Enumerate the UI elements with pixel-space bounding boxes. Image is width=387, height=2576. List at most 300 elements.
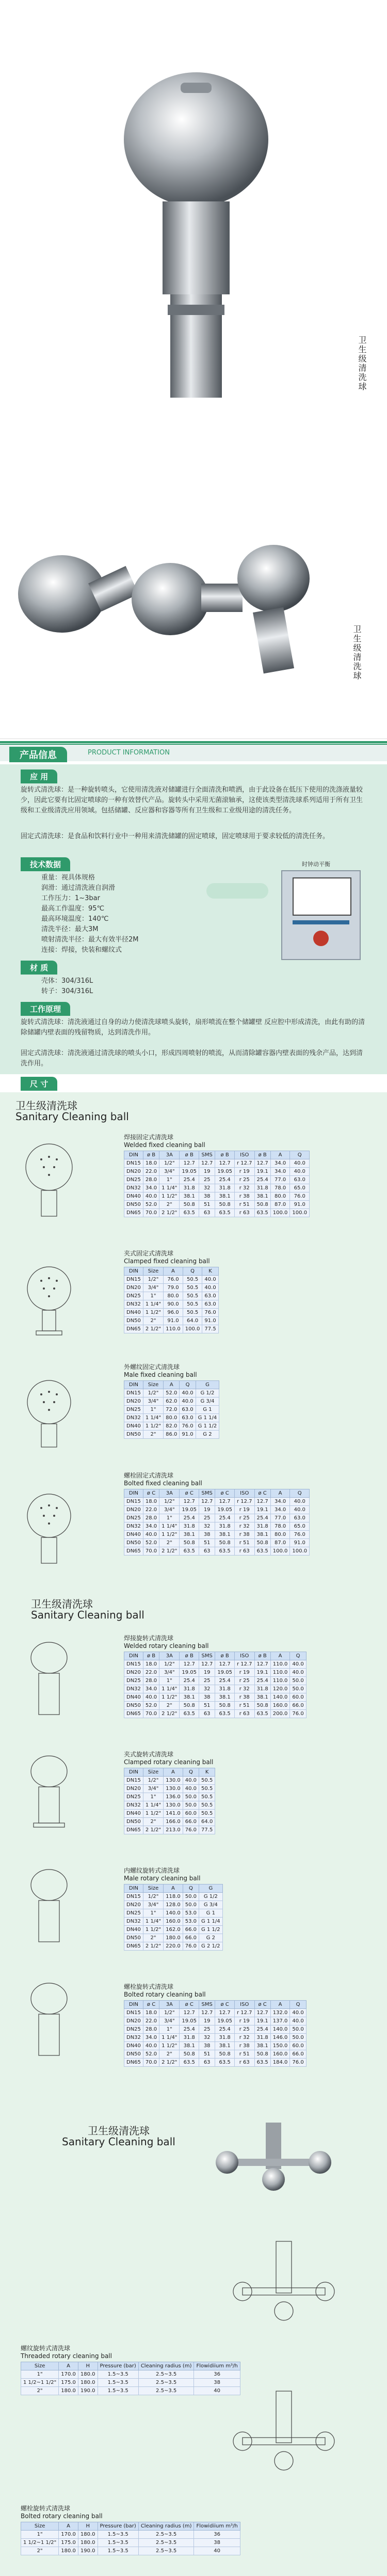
spray-balls-group-icon: [15, 511, 335, 682]
table-cell: DN15: [124, 2009, 143, 2017]
table-cell: 22.0: [143, 1669, 159, 1677]
table-cell: 77.0: [270, 1514, 290, 1522]
table-header-cell: ISO: [234, 1489, 254, 1498]
table-cell: 38: [194, 2379, 240, 2387]
table-cell: 91.0: [290, 1201, 310, 1209]
table-cell: DN40: [124, 1422, 143, 1431]
table-title-cn: 焊接固定式清洗球: [124, 1134, 174, 1141]
table-cell: 40.0: [180, 1389, 196, 1397]
table-row: [124, 1284, 219, 1292]
table-cell: 31.8: [180, 1685, 199, 1693]
clamped-fixed-table: [124, 1250, 219, 1333]
table-row: [124, 2009, 307, 2017]
table-row: [124, 1934, 223, 1942]
table-cell: 1/2": [159, 2009, 180, 2017]
table-cell: 2 1/2": [159, 2059, 180, 2067]
table-cell: 25.4: [180, 1677, 199, 1685]
table-row: [124, 1685, 307, 1693]
table-header-cell: ø B: [180, 1652, 199, 1660]
table-cell: 63.5: [215, 1710, 235, 1718]
table-cell: 31.8: [180, 1522, 199, 1531]
panel-screen: [293, 877, 351, 916]
table-cell: 1": [159, 1176, 180, 1184]
table-cell: DN15: [124, 1276, 143, 1284]
table-cell: 184.0: [270, 2059, 290, 2067]
table-cell: 50.8: [215, 1702, 235, 1710]
table-cell: 2.5~3.5: [138, 2387, 194, 2395]
table-cell: 190.0: [78, 2387, 98, 2395]
table-cell: 40: [194, 2387, 240, 2395]
table-cell: 63.0: [202, 1300, 218, 1309]
male-rotary-table: [124, 1867, 223, 1951]
table-cell: r 32: [234, 1522, 254, 1531]
table-title-en: Bolted rotary cleaning ball: [21, 2512, 103, 2520]
table-cell: DN50: [124, 1934, 143, 1942]
table-cell: DN40: [124, 1810, 143, 1818]
table-cell: 162.0: [164, 1926, 183, 1934]
table-header-cell: 3A: [159, 1489, 180, 1498]
table-cell: 137.0: [270, 2017, 290, 2025]
tech-item: 最高工作温度：95℃: [41, 905, 105, 913]
table-cell: 40.0: [143, 1531, 159, 1539]
table-cell: 40.0: [290, 1168, 310, 1176]
table-cell: DN40: [124, 1926, 143, 1934]
table-row: [124, 1942, 223, 1951]
table-header-cell: Size: [21, 2522, 59, 2531]
table-cell: 2": [159, 2050, 180, 2059]
table-cell: DN40: [124, 2042, 143, 2050]
table-cell: 80.0: [270, 1531, 290, 1539]
table-title-cn: 螺栓旋转式清洗球: [124, 1983, 174, 1990]
table-cell: DN20: [124, 1168, 143, 1176]
table-header-cell: A: [164, 1768, 183, 1777]
table-cell: 25.4: [215, 2025, 235, 2034]
table-cell: G 2: [199, 1934, 223, 1942]
table-cell: 1 1/4": [143, 1801, 163, 1810]
table-cell: 1": [143, 1292, 163, 1300]
table-row: [124, 1414, 219, 1422]
tech-item: 连接：焊接，快装和螺纹式: [41, 946, 122, 954]
table-cell: 1 1/4": [159, 1685, 180, 1693]
rotary-heading-en: Sanitary Cleaning ball: [31, 1609, 144, 1621]
rotary-heading-cn: 卫生级清洗球: [31, 1598, 93, 1610]
table-cell: r 51: [234, 1539, 254, 1547]
table-cell: r 51: [234, 1201, 254, 1209]
table-cell: 50.5: [183, 1284, 202, 1292]
table-row: [124, 1498, 310, 1506]
table-cell: 38.1: [215, 2042, 235, 2050]
table-cell: DN25: [124, 1292, 143, 1300]
spec-table: [124, 1652, 307, 1718]
table-header-cell: ø C: [143, 2001, 159, 2009]
bolted-fixed-drawing-icon: [21, 1487, 77, 1575]
table-cell: DN40: [124, 1309, 143, 1317]
table-cell: 1 1/2": [143, 1810, 163, 1818]
table-cell: 60.0: [290, 1693, 306, 1702]
table-cell: 19: [199, 2017, 215, 2025]
table-cell: 22.0: [143, 2017, 159, 2025]
table-row: [124, 2034, 307, 2042]
table-header-cell: SMS: [199, 1151, 215, 1159]
spec-table: [124, 1489, 310, 1556]
table-cell: DN25: [124, 1406, 143, 1414]
table-cell: r 25: [234, 1514, 254, 1522]
table-cell: 1/2": [143, 1389, 163, 1397]
table-cell: 25: [199, 1677, 215, 1685]
table-row: [124, 1397, 219, 1406]
table-cell: r 63: [234, 1209, 254, 1217]
table-cell: G 3/4: [196, 1397, 219, 1406]
table-cell: DN20: [124, 2017, 143, 2025]
table-cell: 140.0: [270, 1693, 290, 1702]
table-row: [124, 1514, 310, 1522]
table-cell: 63.5: [180, 2059, 199, 2067]
table-cell: 1.5~3.5: [98, 2547, 138, 2555]
table-cell: 31.8: [215, 1184, 235, 1192]
table-row: [124, 1168, 310, 1176]
table-cell: 25.4: [215, 1176, 235, 1184]
table-cell: 3/4": [143, 1785, 163, 1793]
table-cell: 52.0: [143, 1201, 159, 1209]
principle-para-1: 旋转式清洗球：清洗液通过自身的动力使清洗球喷头旋转，扇形喷流在整个储罐壁 反应腔中形成清洗，由此有助的清除储罐内壁表面的残留物质，达到清洗作用。: [21, 1018, 365, 1036]
table-cell: 72.0: [164, 1406, 180, 1414]
table-cell: 40.0: [290, 1506, 310, 1514]
panel-knob: [313, 931, 329, 946]
table-cell: 60.0: [183, 1810, 199, 1818]
table-cell: 50.8: [180, 2050, 199, 2059]
table-cell: 38.1: [254, 1693, 270, 1702]
table-row: [21, 2387, 240, 2395]
table-cell: 175.0: [59, 2379, 78, 2387]
table-cell: 63.0: [290, 1514, 310, 1522]
table-cell: r 38: [234, 2042, 254, 2050]
table-cell: 19.1: [254, 1168, 270, 1176]
table-cell: 64.0: [183, 1317, 202, 1325]
table-header-cell: A: [59, 2362, 78, 2370]
table-cell: 50.5: [183, 1309, 202, 1317]
table-cell: 12.7: [199, 1498, 215, 1506]
bolted-rotary-table-2: [21, 2505, 240, 2555]
table-cell: 19.1: [254, 1506, 270, 1514]
table-cell: 38: [199, 1531, 215, 1539]
table-cell: 64.0: [199, 1818, 215, 1826]
table-cell: 18.0: [143, 1498, 159, 1506]
table-cell: 63.5: [254, 1209, 270, 1217]
table-cell: 25.4: [254, 1514, 270, 1522]
tech-item: 润滑：通过清洗液自润滑: [41, 884, 116, 892]
table-cell: 65.0: [290, 1522, 310, 1531]
table-cell: 52.0: [143, 1539, 159, 1547]
table-cell: 31.8: [215, 1685, 235, 1693]
table-cell: 1": [159, 1677, 180, 1685]
table-cell: G 1 1/2: [196, 1422, 219, 1431]
material-tag: 材 质: [21, 961, 57, 975]
table-cell: 190.0: [78, 2547, 98, 2555]
table-cell: 3/4": [159, 1168, 180, 1176]
multi-head-heading-en: Sanitary Cleaning ball: [62, 2135, 175, 2148]
table-cell: 2 1/2": [159, 1209, 180, 1217]
table-cell: 1": [159, 1514, 180, 1522]
table-cell: 38: [199, 1192, 215, 1201]
table-header-cell: Cleaning radius (m): [138, 2522, 194, 2531]
table-cell: r 63: [234, 2059, 254, 2067]
table-cell: 50.5: [199, 1785, 215, 1793]
table-cell: DN32: [124, 1801, 143, 1810]
table-cell: 40.0: [290, 1498, 310, 1506]
table-cell: 1.5~3.5: [98, 2370, 138, 2379]
table-header-cell: K: [199, 1768, 215, 1777]
table-cell: 2": [159, 1539, 180, 1547]
table-row: [124, 1710, 307, 1718]
bolted-fixed-table: [124, 1472, 310, 1556]
table-header-cell: ø B: [180, 1151, 199, 1159]
table-cell: 96.0: [164, 1309, 183, 1317]
table-cell: DN40: [124, 1192, 143, 1201]
table-cell: 63.5: [215, 1547, 235, 1556]
table-cell: 34.0: [270, 1168, 290, 1176]
table-row: [124, 1209, 310, 1217]
table-cell: 136.0: [164, 1793, 183, 1801]
table-header-cell: Q: [180, 1381, 196, 1389]
table-cell: 28.0: [143, 1176, 159, 1184]
table-cell: DN25: [124, 1176, 143, 1184]
table-cell: 1 1/2~1 1/2": [21, 2539, 59, 2547]
table-cell: DN25: [124, 1677, 143, 1685]
table-cell: DN32: [124, 1685, 143, 1693]
table-cell: 3/4": [159, 1669, 180, 1677]
table-header-cell: A: [164, 1884, 183, 1893]
table-cell: 76.0: [290, 1710, 306, 1718]
table-cell: 76.0: [290, 1192, 310, 1201]
table-header-cell: Flowidiium m³/h: [194, 2522, 240, 2531]
table-cell: 170.0: [59, 2531, 78, 2539]
table-cell: DN15: [124, 1498, 143, 1506]
spec-table: [21, 2522, 240, 2555]
table-cell: r 19: [234, 1669, 254, 1677]
table-cell: 40.0: [290, 2009, 306, 2017]
bolted-rotary-table: [124, 1983, 307, 2067]
table-header-cell: A: [270, 1652, 290, 1660]
table-row: [124, 1801, 215, 1810]
table-cell: 19: [199, 1669, 215, 1677]
table-cell: r 25: [234, 1677, 254, 1685]
table-row: [21, 2370, 240, 2379]
table-cell: 77.5: [199, 1826, 215, 1834]
table-cell: DN32: [124, 1414, 143, 1422]
table-cell: 78.0: [270, 1184, 290, 1192]
table-cell: 19.05: [215, 1168, 235, 1176]
table-cell: G 1: [196, 1406, 219, 1414]
table-cell: DN65: [124, 1325, 143, 1333]
table-title-cn: 焊接旋转式清洗球: [124, 1635, 174, 1642]
table-cell: 100.0: [270, 1547, 290, 1556]
table-cell: 1 1/4": [143, 1414, 163, 1422]
table-cell: 76.0: [164, 1276, 183, 1284]
male-fixed-drawing-icon: [21, 1374, 77, 1462]
table-cell: 2 1/2": [143, 1942, 163, 1951]
table-cell: 19.05: [215, 1506, 235, 1514]
welded-fixed-table: [124, 1134, 310, 1217]
table-cell: 70.0: [143, 2059, 159, 2067]
table-row: [21, 2547, 240, 2555]
table-cell: 87.0: [270, 1201, 290, 1209]
table-cell: 180.0: [59, 2387, 78, 2395]
table-title-cn: 夹式旋转式清洗球: [124, 1751, 174, 1758]
table-cell: 86.0: [164, 1431, 180, 1439]
material-item: 壳体：304/316L: [41, 977, 93, 985]
table-header-cell: K: [202, 1267, 218, 1276]
material-item: 转子：304/316L: [41, 987, 93, 995]
table-cell: 160.0: [270, 2050, 290, 2059]
table-row: [124, 2017, 307, 2025]
table-cell: 25: [199, 1176, 215, 1184]
table-cell: r 32: [234, 1685, 254, 1693]
table-cell: 76.0: [202, 1309, 218, 1317]
table-cell: 2.5~3.5: [138, 2370, 194, 2379]
table-row: [124, 2025, 307, 2034]
table-header-cell: Q: [183, 1768, 199, 1777]
table-cell: 32: [199, 1522, 215, 1531]
table-cell: DN50: [124, 1431, 143, 1439]
table-cell: 118.0: [164, 1893, 183, 1901]
table-cell: 53.0: [183, 1909, 199, 1918]
table-cell: 1/2": [143, 1893, 163, 1901]
table-cell: DN20: [124, 1506, 143, 1514]
table-cell: 91.0: [202, 1317, 218, 1325]
table-cell: DN25: [124, 1909, 143, 1918]
table-cell: 130.0: [164, 1801, 183, 1810]
application-para-2: 固定式清洗球：是食品和饮料行业中一种用来清洗储罐的固定喷球，固定喷球用于要求较低的清洗任务。: [21, 833, 330, 840]
table-row: [124, 2059, 307, 2067]
table-cell: 180.0: [78, 2379, 98, 2387]
table-cell: 160.0: [164, 1918, 183, 1926]
welded-rotary-table: [124, 1635, 307, 1718]
table-row: [124, 1317, 219, 1325]
table-cell: 19.05: [215, 1669, 235, 1677]
table-cell: 63.0: [290, 1176, 310, 1184]
table-row: [124, 1422, 219, 1431]
table-cell: 25: [199, 2025, 215, 2034]
table-cell: 70.0: [143, 1710, 159, 1718]
table-cell: 28.0: [143, 1514, 159, 1522]
table-cell: 50.8: [180, 1702, 199, 1710]
photo-1-caption: 卫生级清洗球: [357, 336, 367, 391]
spec-table: [21, 2362, 240, 2395]
table-header-cell: Q: [183, 1884, 199, 1893]
table-row: [21, 2531, 240, 2539]
table-cell: 63.5: [254, 2059, 270, 2067]
table-cell: 51: [199, 1702, 215, 1710]
table-title-en: Male rotary cleaning ball: [124, 1875, 201, 1882]
table-cell: r 12.7: [234, 2009, 254, 2017]
table-row: [124, 2042, 307, 2050]
table-cell: 38: [194, 2539, 240, 2547]
table-cell: r 12.7: [234, 1159, 254, 1168]
table-cell: DN65: [124, 1209, 143, 1217]
table-cell: 12.7: [254, 1498, 270, 1506]
table-cell: 38.1: [180, 2042, 199, 2050]
table-header-cell: A: [270, 1489, 290, 1498]
table-header-cell: ø B: [143, 1151, 159, 1159]
table-cell: 34.0: [143, 1685, 159, 1693]
table-cell: 110.0: [270, 1677, 290, 1685]
table-cell: 180.0: [78, 2370, 98, 2379]
table-cell: 12.7: [215, 2009, 235, 2017]
table-cell: r 19: [234, 1168, 254, 1176]
table-cell: 140.0: [164, 1909, 183, 1918]
table-cell: 19.05: [215, 2017, 235, 2025]
clamped-rotary-table: [124, 1751, 215, 1834]
table-cell: 50.5: [199, 1801, 215, 1810]
welded-fixed-drawing-icon: [21, 1136, 77, 1224]
table-cell: 50.0: [183, 1901, 199, 1909]
table-cell: 1.5~3.5: [98, 2379, 138, 2387]
table-title-cn: 内螺纹旋转式清洗球: [124, 1867, 180, 1874]
table-cell: 2 1/2": [143, 1826, 163, 1834]
table-header-cell: ø C: [143, 1489, 159, 1498]
table-cell: 180.0: [164, 1934, 183, 1942]
table-header-cell: DIN: [124, 1381, 143, 1389]
table-cell: 38.1: [180, 1531, 199, 1539]
table-cell: 50.0: [290, 2025, 306, 2034]
table-cell: 1.5~3.5: [98, 2531, 138, 2539]
table-cell: 130.0: [164, 1777, 183, 1785]
table-cell: 1 1/2": [159, 2042, 180, 2050]
table-cell: 2": [159, 1702, 180, 1710]
spec-table: [124, 1267, 219, 1333]
panel-buttons: [293, 920, 349, 924]
table-row: [124, 1926, 223, 1934]
table-cell: 12.7: [254, 1660, 270, 1669]
table-cell: 32: [199, 1685, 215, 1693]
product-info-bar: [0, 741, 387, 743]
table-cell: 19: [199, 1168, 215, 1176]
table-cell: 50.8: [215, 1201, 235, 1209]
table-cell: 200.0: [270, 1710, 290, 1718]
table-header-cell: ø C: [180, 1489, 199, 1498]
photo-2-caption: 卫生级清洗球: [352, 625, 362, 681]
table-cell: r 63: [234, 1710, 254, 1718]
table-cell: 50.5: [199, 1777, 215, 1785]
table-cell: DN32: [124, 1522, 143, 1531]
table-cell: DN20: [124, 1669, 143, 1677]
table-cell: 180.0: [78, 2539, 98, 2547]
table-cell: 60.0: [290, 2042, 306, 2050]
table-cell: 2.5~3.5: [138, 2531, 194, 2539]
table-cell: 91.0: [180, 1431, 196, 1439]
table-cell: r 19: [234, 1506, 254, 1514]
table-cell: 1/2": [159, 1498, 180, 1506]
table-cell: 32: [199, 1184, 215, 1192]
table-title-en: Clamped rotary cleaning ball: [124, 1758, 214, 1766]
table-cell: 52.0: [143, 2050, 159, 2059]
table-cell: 175.0: [59, 2539, 78, 2547]
table-row: [124, 1389, 219, 1397]
table-cell: r 12.7: [234, 1498, 254, 1506]
table-cell: 12.7: [199, 1159, 215, 1168]
size-tag: 尺 寸: [21, 1077, 57, 1091]
table-header-cell: 3A: [159, 2001, 180, 2009]
table-cell: 63.0: [180, 1406, 196, 1414]
table-cell: DN50: [124, 1818, 143, 1826]
clamped-fixed-drawing-icon: [21, 1260, 77, 1348]
table-header-cell: Flowidiium m³/h: [194, 2362, 240, 2370]
table-header-cell: ø B: [254, 1151, 270, 1159]
table-row: [124, 1431, 219, 1439]
table-header-cell: DIN: [124, 1489, 143, 1498]
table-cell: 2 1/2": [143, 1325, 163, 1333]
table-cell: 213.0: [164, 1826, 183, 1834]
